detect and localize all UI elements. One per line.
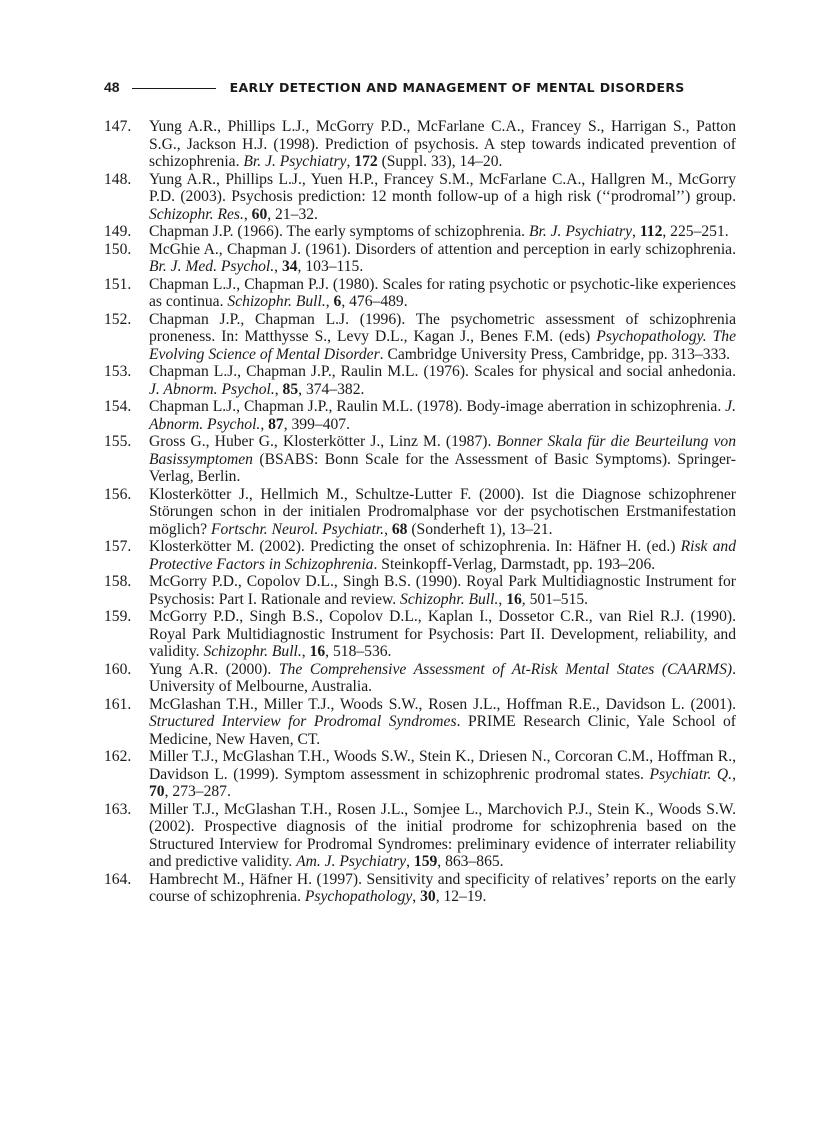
reference-text	[149, 311, 736, 364]
reference-volume: 68	[391, 520, 408, 538]
reference-item	[104, 363, 736, 398]
reference-pages: (Suppl. 33), 14–20.	[377, 153, 503, 170]
reference-pages: , 476–489.	[341, 293, 408, 310]
reference-source: The Comprehensive Assessment of At-Risk Mental States (CAARMS)	[278, 660, 733, 678]
reference-separator: ,	[412, 888, 421, 905]
reference-pages: . Cambridge University Press, Cambridge, pp. 313–333.	[379, 345, 731, 363]
reference-number: 153.	[104, 363, 132, 380]
reference-separator: ,	[274, 380, 283, 398]
reference-number: 161.	[104, 695, 132, 713]
reference-number: 159.	[104, 608, 132, 625]
reference-authors: Gross G., Huber G., Klosterkötter J., Linz M. (1987).	[149, 433, 497, 450]
reference-text	[149, 538, 736, 573]
reference-separator: ,	[346, 153, 355, 170]
reference-text	[149, 433, 736, 486]
reference-item	[104, 276, 736, 311]
reference-item	[104, 118, 736, 171]
reference-authors: Hambrecht M., Häfner H. (1997). Sensitivity and specificity of relatives’ reports on the early course of schizophrenia.	[149, 870, 736, 905]
reference-authors: Chapman L.J., Chapman P.J. (1980). Scales for rating psychotic or psychotic-like experiences as continua.	[149, 275, 736, 310]
reference-authors: McGorry P.D., Singh B.S., Copolov D.L., Kaplan I., Dossetor C.R., van Riel R.J. (1990). Royal Park Multidiagnostic Instrument for Psychosis: Part II. Development, reliability, and validity.	[149, 608, 736, 660]
reference-separator: ,	[274, 258, 282, 275]
reference-volume: 87	[268, 415, 284, 433]
reference-source: Risk and Protective Factors in Schizophrenia	[149, 538, 736, 573]
reference-volume: 112	[639, 223, 663, 240]
reference-pages: , 399–407.	[283, 415, 350, 433]
reference-source: Structured Interview for Prodromal Syndromes	[149, 713, 457, 730]
reference-text	[149, 661, 736, 696]
reference-authors: McGorry P.D., Copolov D.L., Singh B.S. (1990). Royal Park Multidiagnostic Instrument for Psychosis: Part I. Rationale and review.	[149, 573, 736, 608]
reference-text	[149, 696, 736, 749]
reference-item	[104, 573, 736, 608]
reference-item	[104, 311, 736, 364]
reference-item	[104, 696, 736, 749]
reference-separator: ,	[301, 643, 310, 660]
reference-source: Fortschr. Neurol. Psychiatr.	[210, 520, 385, 538]
reference-volume: 6	[333, 293, 342, 310]
reference-authors: Chapman J.P., Chapman L.J. (1996). The psychometric assessment of schizophrenia proneness. In: Matthysse S., Levy D.L., Kagan J., Benes F.M. (eds)	[149, 310, 736, 345]
reference-separator: ,	[732, 765, 736, 783]
reference-number: 155.	[104, 433, 132, 450]
reference-number: 149.	[104, 223, 132, 240]
reference-volume: 70	[149, 783, 165, 800]
reference-pages: . University of Melbourne, Australia.	[149, 660, 736, 695]
reference-number: 158.	[104, 573, 132, 590]
reference-authors: Miller T.J., McGlashan T.H., Rosen J.L., Somjee L., Marchovich P.J., Stein K., Woods S.W. (2002). Prospective diagnosis of the initial prodrome for schizophrenia based on the Structured Interview for Prodromal Syndromes: preliminary evidence of interrater reliability and predictive validity.	[149, 800, 736, 870]
reference-volume: 85	[282, 380, 299, 398]
reference-volume: 16	[506, 590, 522, 608]
reference-authors: Chapman J.P. (1966). The early symptoms of schizophrenia.	[149, 223, 529, 240]
reference-text	[149, 573, 736, 608]
reference-source: Bonner Skala für die Beurteilung von Basissymptomen	[149, 433, 736, 468]
reference-item	[104, 486, 736, 539]
reference-pages: . PRIME Research Clinic, Yale School of Medicine, New Haven, CT.	[149, 713, 736, 748]
reference-volume: 172	[354, 153, 378, 170]
reference-text	[149, 363, 736, 398]
reference-separator: ,	[260, 415, 269, 433]
reference-authors: Yung A.R. (2000).	[149, 660, 279, 678]
reference-source: Schizophr. Res.	[149, 205, 244, 223]
reference-pages: , 501–515.	[521, 590, 589, 608]
reference-number: 154.	[104, 398, 132, 415]
reference-text	[149, 801, 736, 871]
reference-item	[104, 241, 736, 276]
reference-item	[104, 661, 736, 696]
reference-item	[104, 171, 736, 224]
reference-number: 160.	[104, 660, 132, 678]
reference-authors: McGhie A., Chapman J. (1961). Disorders of attention and perception in early schizophrenia.	[149, 240, 736, 258]
reference-authors: Yung A.R., Phillips L.J., Yuen H.P., Francey S.M., McFarlane C.A., Hallgren M., McGorry P.D. (2003). Psychosis prediction: 12 month follow-up of a high risk (‘‘prodromal’’) group.	[149, 170, 736, 205]
reference-number: 157.	[104, 538, 132, 555]
reference-source: Schizophr. Bull.	[227, 293, 326, 310]
reference-source: Schizophr. Bull.	[203, 643, 302, 660]
reference-source: Psychopathology	[304, 888, 413, 905]
reference-source: Br. J. Psychiatry	[243, 153, 347, 170]
reference-item	[104, 538, 736, 573]
reference-authors: Chapman L.J., Chapman J.P., Raulin M.L. (1976). Scales for physical and social anhedonia.	[149, 363, 736, 380]
reference-authors: Chapman L.J., Chapman J.P., Raulin M.L. (1978). Body-image aberration in schizophrenia.	[149, 398, 726, 415]
running-title: EARLY DETECTION AND MANAGEMENT OF MENTAL DISORDERS	[229, 80, 685, 95]
reference-text	[149, 241, 736, 276]
reference-separator: ,	[384, 520, 392, 538]
reference-separator: ,	[243, 205, 252, 223]
reference-pages: , 21–32.	[267, 205, 318, 223]
reference-pages: (Sonderheft 1), 13–21.	[407, 520, 553, 538]
reference-separator: ,	[325, 293, 334, 310]
reference-text	[149, 748, 736, 801]
reference-volume: 60	[251, 205, 268, 223]
reference-text	[149, 486, 736, 539]
reference-source: J. Abnorm. Psychol.	[149, 380, 275, 398]
reference-number: 162.	[104, 748, 132, 765]
reference-text	[149, 171, 736, 224]
reference-source: Am. J. Psychiatry	[296, 853, 407, 870]
reference-item	[104, 801, 736, 871]
reference-volume: 30	[420, 888, 436, 905]
reference-authors: Klosterkötter M. (2002). Predicting the onset of schizophrenia. In: Häfner H. (ed.)	[149, 538, 681, 555]
reference-text	[149, 871, 736, 906]
reference-number: 148.	[104, 170, 132, 188]
reference-source: Br. J. Psychiatry	[528, 223, 633, 240]
reference-separator: ,	[498, 590, 507, 608]
reference-text	[149, 398, 736, 433]
reference-item	[104, 871, 736, 906]
reference-text	[149, 223, 736, 241]
header-rule	[132, 88, 216, 89]
reference-text	[149, 608, 736, 661]
reference-pages: (BSABS: Bonn Scale for the Assessment of Basic Symptoms). Springer-Verlag, Berlin.	[149, 450, 736, 485]
reference-item	[104, 433, 736, 486]
reference-authors: Klosterkötter J., Hellmich M., Schultze-Lutter F. (2000). Ist die Diagnose schizophrener Störungen schon in der initialen Prodromalphase vor der psychotischen Erstmanifestation möglich?	[149, 485, 736, 538]
reference-text	[149, 276, 736, 311]
reference-item	[104, 748, 736, 801]
page-number: 48	[104, 79, 120, 95]
reference-number: 156.	[104, 485, 132, 503]
reference-volume: 34	[281, 258, 298, 275]
reference-number: 152.	[104, 310, 132, 328]
reference-source: Psychiatr. Q.	[649, 765, 733, 783]
reference-list	[104, 118, 736, 906]
reference-number: 150.	[104, 240, 132, 258]
reference-pages: , 518–536.	[325, 643, 392, 660]
reference-separator: ,	[632, 223, 640, 240]
reference-volume: 16	[309, 643, 326, 660]
reference-number: 164.	[104, 870, 132, 888]
reference-authors: McGlashan T.H., Miller T.J., Woods S.W., Rosen J.L., Hoffman R.E., Davidson L. (2001).	[149, 695, 736, 713]
reference-separator: ,	[406, 853, 414, 870]
reference-authors: Yung A.R., Phillips L.J., McGorry P.D., McFarlane C.A., Francey S., Harrigan S., Patton S.G., Jackson H.J. (1998). Prediction of psychosis. A step towards indicated prevention of schizophrenia.	[149, 118, 736, 170]
reference-pages: , 374–382.	[298, 380, 365, 398]
reference-number: 163.	[104, 800, 132, 818]
reference-pages: , 273–287.	[164, 783, 231, 800]
reference-pages: , 225–251.	[662, 223, 729, 240]
reference-source: Psychopathology. The Evolving Science of Mental Disorder	[149, 328, 736, 363]
reference-pages: , 863–865.	[437, 853, 504, 870]
running-header	[104, 79, 736, 101]
reference-pages: , 12–19.	[435, 888, 487, 905]
reference-item	[104, 608, 736, 661]
reference-number: 147.	[104, 118, 132, 135]
reference-source: J. Abnorm. Psychol.	[149, 398, 736, 433]
reference-source: Schizophr. Bull.	[400, 590, 499, 608]
reference-pages: . Steinkopff-Verlag, Darmstadt, pp. 193–206.	[373, 555, 656, 573]
reference-authors: Miller T.J., McGlashan T.H., Woods S.W., Stein K., Driesen N., Corcoran C.M., Hoffman R., Davidson L. (1999). Symptom assessment in schizophrenic prodromal states.	[149, 748, 736, 783]
reference-text	[149, 118, 736, 171]
reference-pages: , 103–115.	[297, 258, 364, 275]
reference-source: Br. J. Med. Psychol.	[149, 258, 275, 275]
reference-number: 151.	[104, 275, 132, 293]
reference-item	[104, 398, 736, 433]
reference-volume: 159	[413, 853, 438, 870]
reference-item	[104, 223, 736, 241]
